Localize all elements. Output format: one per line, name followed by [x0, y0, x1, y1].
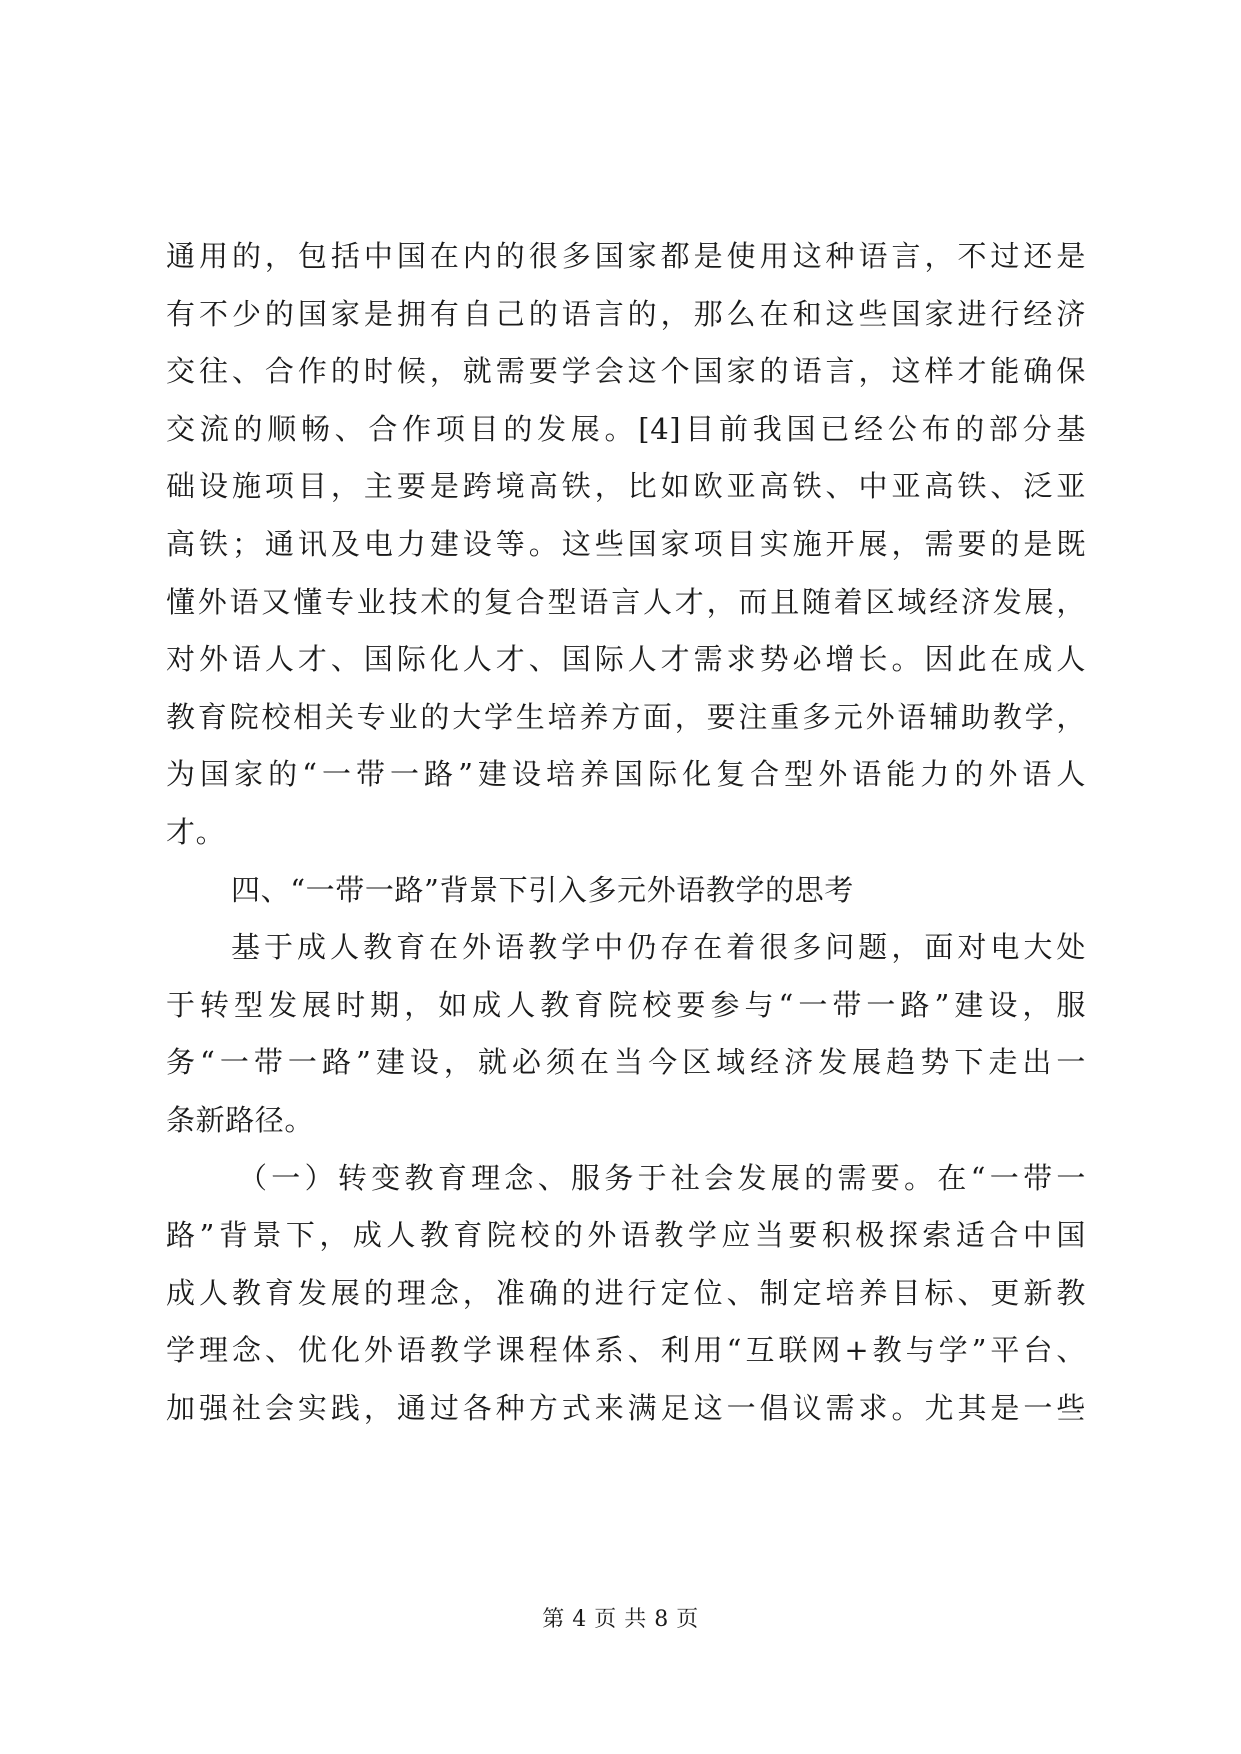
- text-line: 学理念、优化外语教学课程体系、利用“互联网+教与学”平台、: [166, 1333, 1086, 1368]
- subsection-paragraph-start: （一）转变教育理念、服务于社会发展的需要。在“一带一: [238, 1160, 1086, 1195]
- text-line: 交流的顺畅、合作项目的发展。[4]目前我国已经公布的部分基: [166, 411, 1086, 446]
- text-line: 于转型发展时期，如成人教育院校要参与“一带一路”建设，服: [166, 987, 1086, 1022]
- text-line: 基于成人教育在外语教学中仍存在着很多问题，面对电大处: [231, 930, 1086, 965]
- text-line: 路”背景下，成人教育院校的外语教学应当要积极探索适合中国: [166, 1218, 1086, 1253]
- text-line: 有不少的国家是拥有自己的语言的，那么在和这些国家进行经济: [166, 296, 1086, 331]
- section-heading: 四、“一带一路”背景下引入多元外语教学的思考: [231, 872, 854, 907]
- text-line: 务“一带一路”建设，就必须在当今区域经济发展趋势下走出一: [166, 1045, 1086, 1080]
- document-body: [166, 228, 1086, 1437]
- text-line: 础设施项目，主要是跨境高铁，比如欧亚高铁、中亚高铁、泛亚: [166, 469, 1086, 504]
- text-line: 条新路径。: [166, 1102, 315, 1137]
- page-number-footer: 第 4 页 共 8 页: [542, 1607, 699, 1632]
- text-line: 通用的，包括中国在内的很多国家都是使用这种语言，不过还是: [166, 239, 1086, 273]
- text-line: 才。: [166, 814, 226, 849]
- text-line: 为国家的“一带一路”建设培养国际化复合型外语能力的外语人: [166, 757, 1086, 792]
- text-line: 加强社会实践，通过各种方式来满足这一倡议需求。尤其是一些: [166, 1390, 1086, 1425]
- text-line: 懂外语又懂专业技术的复合型语言人才，而且随着区域经济发展，: [166, 584, 1086, 619]
- text-line: 对外语人才、国际化人才、国际人才需求势必增长。因此在成人: [166, 642, 1086, 677]
- text-line: 高铁；通讯及电力建设等。这些国家项目实施开展，需要的是既: [166, 526, 1086, 561]
- text-line: 交往、合作的时候，就需要学会这个国家的语言，这样才能确保: [166, 354, 1086, 389]
- text-line: 成人教育发展的理念，准确的进行定位、制定培养目标、更新教: [166, 1275, 1086, 1310]
- text-line: 教育院校相关专业的大学生培养方面，要注重多元外语辅助教学，: [166, 699, 1086, 734]
